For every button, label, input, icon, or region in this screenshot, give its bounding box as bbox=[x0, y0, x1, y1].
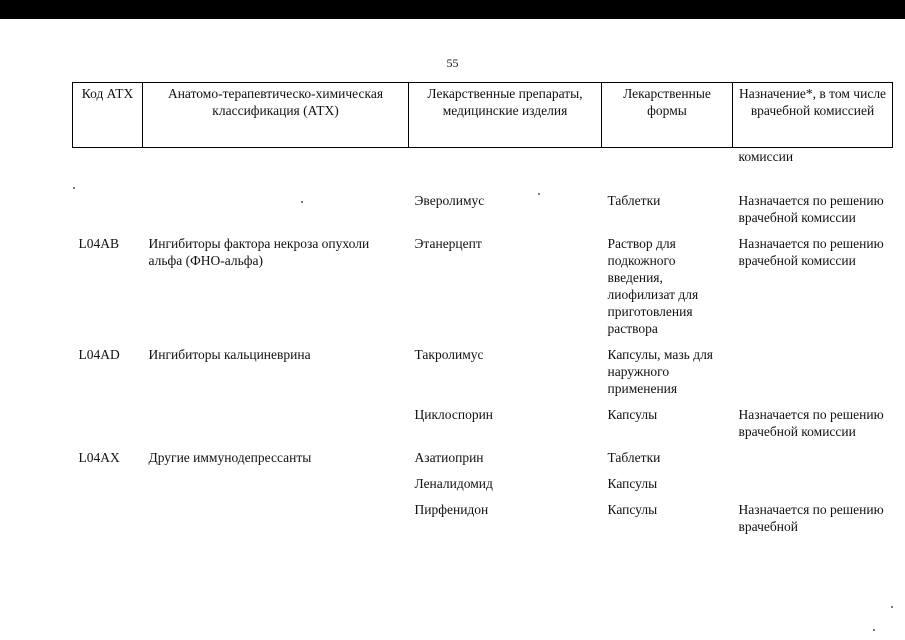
scan-speck bbox=[301, 201, 303, 203]
cell-note: Назначается по решению врачебной комиссии bbox=[738, 236, 884, 268]
carryover-empty-cell bbox=[143, 148, 409, 184]
cell-form: Таблетки bbox=[607, 193, 661, 208]
cell-drug: Такролимус bbox=[414, 347, 484, 362]
cell-group: Другие иммунодепрессанты bbox=[148, 450, 312, 465]
header-forms: Лекарственные формы bbox=[602, 83, 733, 148]
header-drugs: Лекарственные препараты, медицинские изделия bbox=[409, 83, 602, 148]
cell-note bbox=[733, 466, 893, 492]
header-classification: Анатомо-терапевтическо-химическая классификация (АТХ) bbox=[143, 83, 409, 148]
table-row bbox=[73, 466, 893, 492]
cell-drug: Этанерцепт bbox=[414, 236, 482, 251]
cell-drug: Леналидомид bbox=[414, 476, 493, 491]
page-number: 55 bbox=[446, 56, 459, 70]
cell-group bbox=[143, 183, 409, 226]
cell-drug: Эверолимус bbox=[414, 193, 485, 208]
cell-drug: Циклоспорин bbox=[414, 407, 494, 422]
cell-code: L04AD bbox=[78, 347, 120, 362]
cell-drug: Азатиоприн bbox=[414, 450, 484, 465]
table-body bbox=[73, 148, 893, 536]
table-row bbox=[73, 492, 893, 535]
cell-code: L04AX bbox=[78, 450, 120, 465]
table-header bbox=[73, 83, 893, 148]
atx-drug-table bbox=[72, 82, 893, 535]
cell-code bbox=[73, 183, 143, 226]
cell-group: Ингибиторы фактора некроза опухоли альфа (ФНО-альфа) bbox=[148, 236, 370, 268]
carryover-row bbox=[73, 148, 893, 184]
cell-note bbox=[733, 440, 893, 466]
cell-code bbox=[73, 466, 143, 492]
carryover-empty-cell bbox=[409, 148, 602, 184]
carryover-empty-cell bbox=[73, 148, 143, 184]
cell-note: Назначается по решению врачебной bbox=[738, 502, 884, 534]
cell-group bbox=[143, 492, 409, 535]
cell-group bbox=[143, 466, 409, 492]
cell-form: Капсулы bbox=[607, 502, 658, 517]
header-row bbox=[73, 83, 893, 148]
carryover-note: комиссии bbox=[738, 149, 794, 164]
cell-form: Капсулы bbox=[607, 476, 658, 491]
scan-speck bbox=[891, 606, 893, 608]
scan-top-edge bbox=[0, 0, 905, 19]
cell-group: Ингибиторы кальциневрина bbox=[148, 347, 311, 362]
cell-form: Капсулы, мазь для наружного применения bbox=[607, 347, 714, 396]
scan-speck bbox=[73, 187, 75, 189]
cell-note: Назначается по решению врачебной комиссии bbox=[738, 193, 884, 225]
cell-form: Таблетки bbox=[607, 450, 661, 465]
cell-form: Раствор для подкожного введения, лиофилизат для приготовления раствора bbox=[607, 236, 699, 336]
table-row bbox=[73, 226, 893, 337]
table-row bbox=[73, 397, 893, 440]
cell-group bbox=[143, 397, 409, 440]
table-row bbox=[73, 183, 893, 226]
table-row bbox=[73, 337, 893, 397]
scan-speck bbox=[538, 193, 540, 195]
scan-speck bbox=[873, 629, 875, 631]
cell-note bbox=[733, 337, 893, 397]
header-code: Код АТХ bbox=[73, 83, 143, 148]
header-note: Назначение*, в том числе врачебной комиссией bbox=[733, 83, 893, 148]
cell-code: L04AB bbox=[78, 236, 119, 251]
cell-code bbox=[73, 397, 143, 440]
carryover-empty-cell bbox=[602, 148, 733, 184]
cell-code bbox=[73, 492, 143, 535]
cell-form: Капсулы bbox=[607, 407, 658, 422]
cell-note: Назначается по решению врачебной комиссии bbox=[738, 407, 884, 439]
table-row bbox=[73, 440, 893, 466]
cell-drug: Пирфенидон bbox=[414, 502, 489, 517]
